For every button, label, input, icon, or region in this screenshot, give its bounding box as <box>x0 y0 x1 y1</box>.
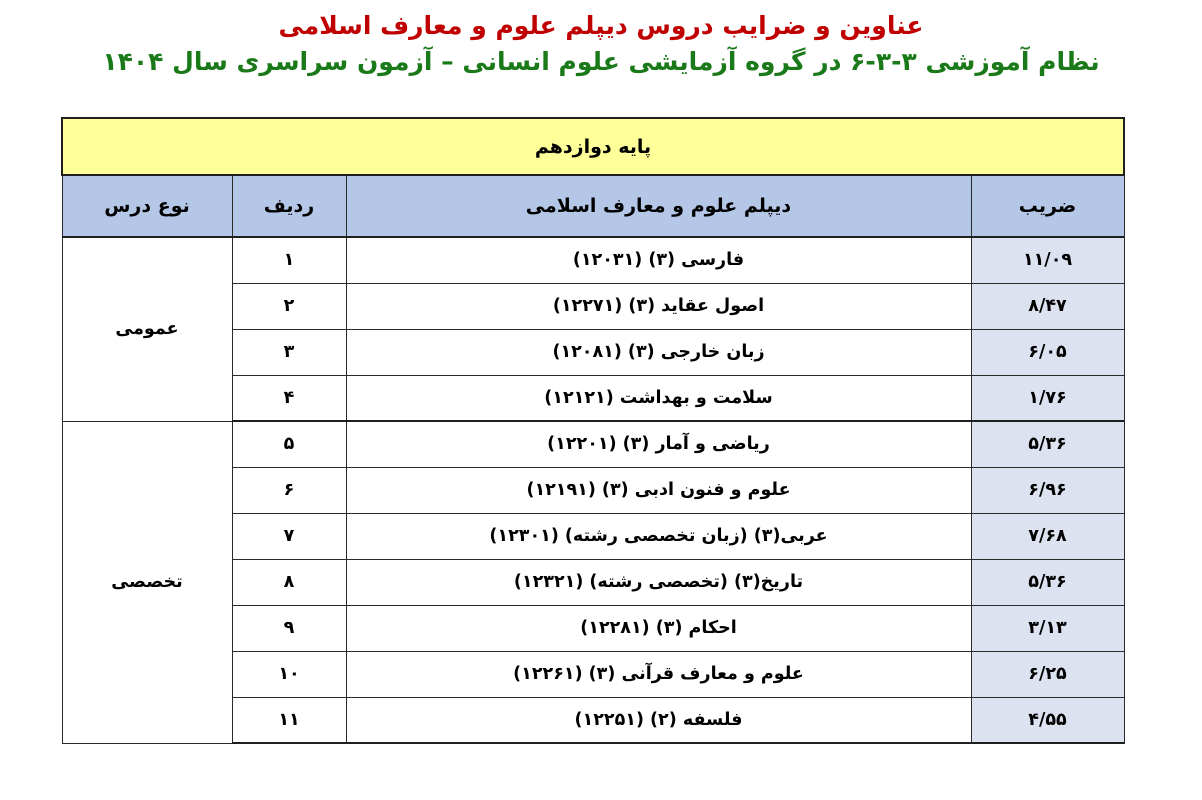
column-header-row <box>62 175 1124 237</box>
cell-course-type: تخصصی <box>62 421 232 743</box>
cell-subject: احکام (۳) (۱۲۲۸۱) <box>346 605 971 651</box>
cell-row-number: ۳ <box>232 329 346 375</box>
cell-subject: فارسی (۳) (۱۲۰۳۱) <box>346 237 971 283</box>
cell-coefficient: ۵/۳۶ <box>971 421 1124 467</box>
title-block <box>0 0 1202 81</box>
cell-row-number: ۸ <box>232 559 346 605</box>
cell-coefficient: ۶/۹۶ <box>971 467 1124 513</box>
page-title-primary: عناوین و ضرایب دروس دیپلم علوم و معارف اسلامی <box>278 11 924 40</box>
table-row <box>62 237 1124 283</box>
cell-subject: زبان خارجی (۳) (۱۲۰۸۱) <box>346 329 971 375</box>
cell-subject: علوم و معارف قرآنی (۳) (۱۲۲۶۱) <box>346 651 971 697</box>
cell-row-number: ۷ <box>232 513 346 559</box>
grade-banner-row <box>62 118 1124 175</box>
cell-row-number: ۱۰ <box>232 651 346 697</box>
cell-coefficient: ۱/۷۶ <box>971 375 1124 421</box>
cell-subject: تاریخ(۳) (تخصصی رشته) (۱۲۳۲۱) <box>346 559 971 605</box>
cell-coefficient: ۵/۳۶ <box>971 559 1124 605</box>
column-header-subject: دیپلم علوم و معارف اسلامی <box>346 175 971 237</box>
coefficients-table <box>61 117 1125 744</box>
cell-course-type: عمومی <box>62 237 232 421</box>
column-header-row-no: ردیف <box>232 175 346 237</box>
cell-subject: ریاضی و آمار (۳) (۱۲۲۰۱) <box>346 421 971 467</box>
cell-subject: فلسفه (۲) (۱۲۲۵۱) <box>346 697 971 743</box>
table-row <box>62 421 1124 467</box>
column-header-coefficient: ضریب <box>971 175 1124 237</box>
cell-coefficient: ۶/۲۵ <box>971 651 1124 697</box>
coefficients-table-wrapper <box>63 117 1125 744</box>
cell-row-number: ۵ <box>232 421 346 467</box>
cell-coefficient: ۱۱/۰۹ <box>971 237 1124 283</box>
cell-row-number: ۱۱ <box>232 697 346 743</box>
column-header-type: نوع درس <box>62 175 232 237</box>
cell-coefficient: ۴/۵۵ <box>971 697 1124 743</box>
cell-subject: سلامت و بهداشت (۱۲۱۲۱) <box>346 375 971 421</box>
cell-row-number: ۱ <box>232 237 346 283</box>
table-head <box>62 118 1124 237</box>
page-title-secondary: نظام آموزشی ۳-۳-۶ در گروه آزمایشی علوم انسانی – آزمون سراسری سال ۱۴۰۴ <box>102 47 1100 77</box>
cell-subject: علوم و فنون ادبی (۳) (۱۲۱۹۱) <box>346 467 971 513</box>
cell-subject: اصول عقاید (۳) (۱۲۲۷۱) <box>346 283 971 329</box>
cell-coefficient: ۷/۶۸ <box>971 513 1124 559</box>
cell-row-number: ۴ <box>232 375 346 421</box>
cell-subject: عربی(۳) (زبان تخصصی رشته) (۱۲۳۰۱) <box>346 513 971 559</box>
grade-banner-label: پایه دوازدهم <box>62 118 1124 175</box>
cell-coefficient: ۳/۱۳ <box>971 605 1124 651</box>
cell-coefficient: ۶/۰۵ <box>971 329 1124 375</box>
cell-row-number: ۹ <box>232 605 346 651</box>
cell-row-number: ۲ <box>232 283 346 329</box>
cell-row-number: ۶ <box>232 467 346 513</box>
cell-coefficient: ۸/۴۷ <box>971 283 1124 329</box>
table-body <box>62 237 1124 743</box>
